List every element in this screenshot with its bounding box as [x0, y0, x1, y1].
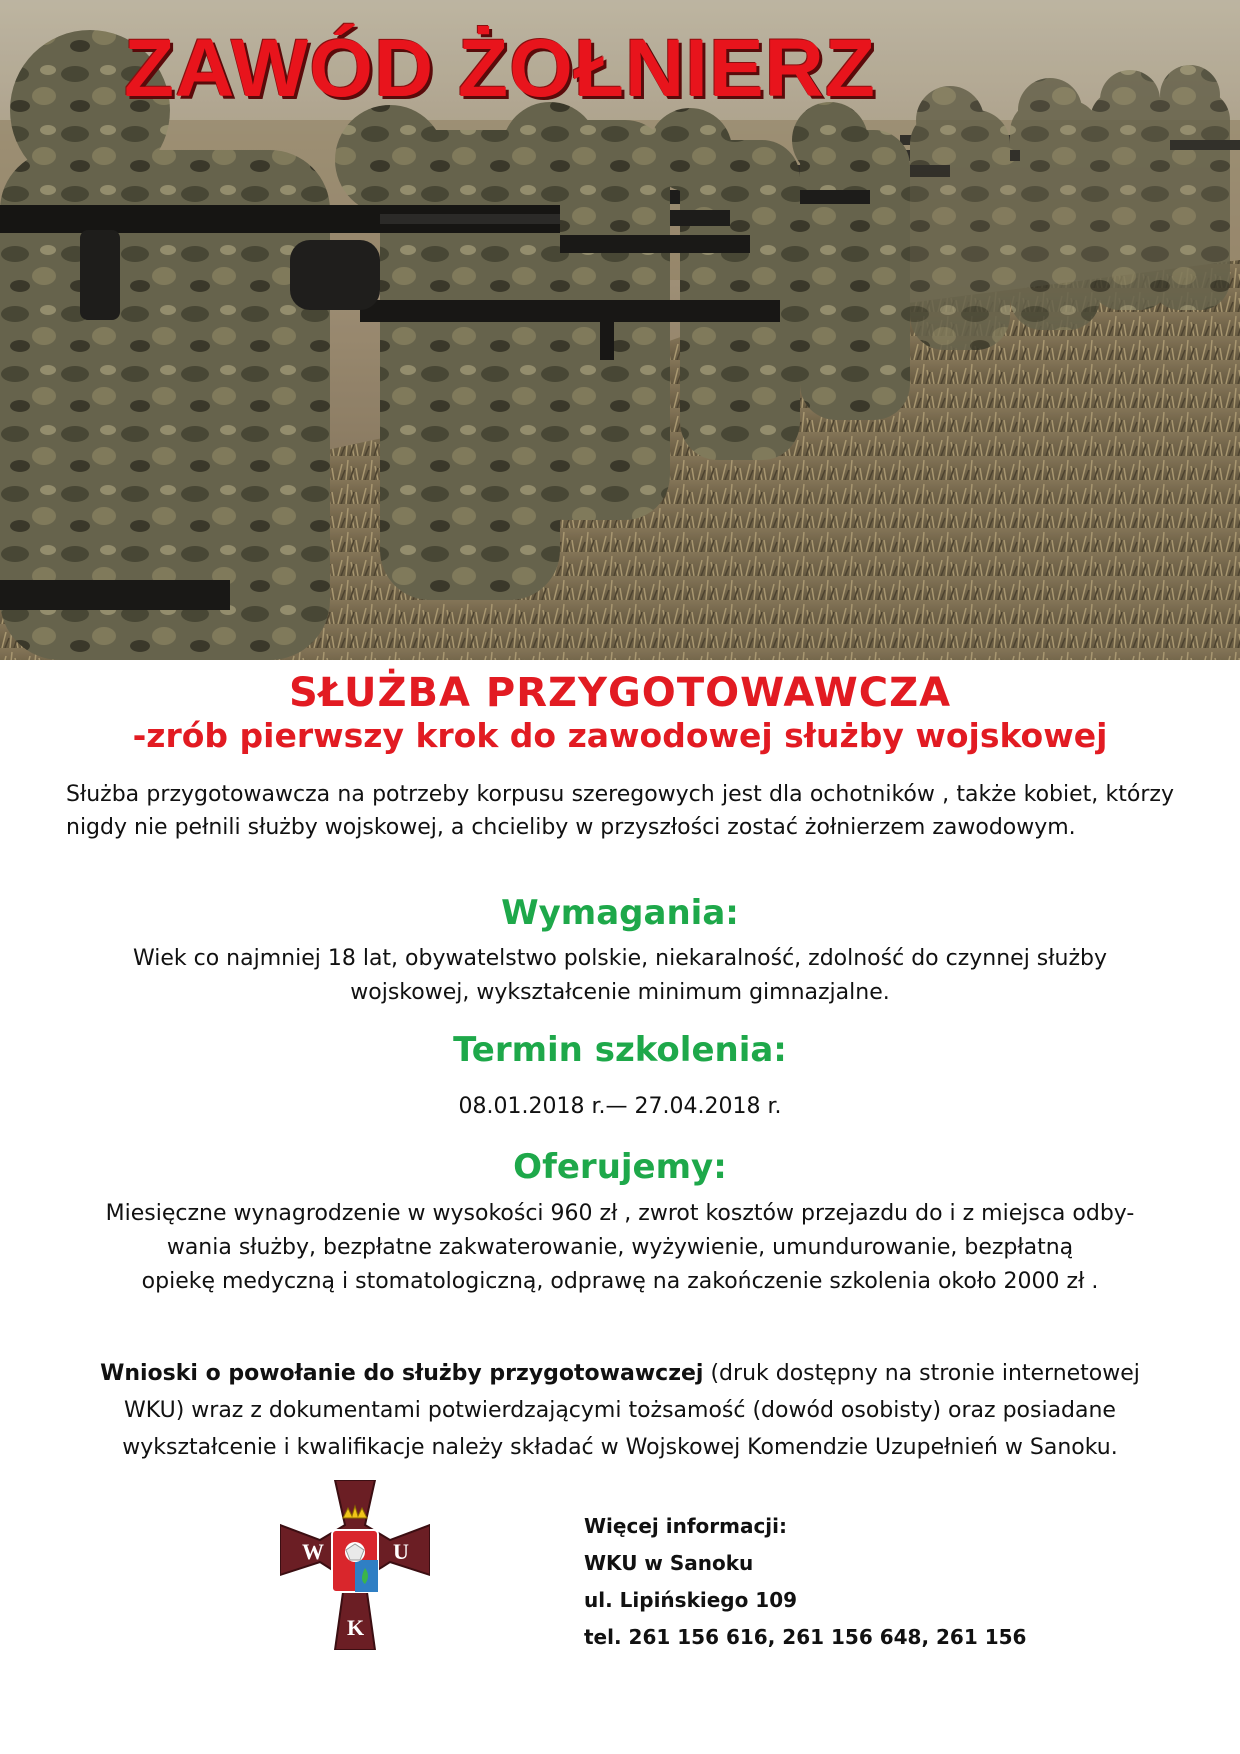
hero-title: ZAWÓD ŻOŁNIERZ	[124, 23, 876, 114]
training-dates: 08.01.2018 r.— 27.04.2018 r.	[458, 1094, 782, 1119]
logo-letter-u: U	[393, 1539, 409, 1564]
requirements-text	[60, 942, 1180, 1010]
training-title: Termin szkolenia:	[453, 1030, 787, 1070]
page-title: SŁUŻBA PRZYGOTOWAWCZA	[288, 670, 952, 716]
application-line: (druk dostępny na stronie internetowej	[703, 1361, 1140, 1386]
offer-line: opiekę medyczną i stomatologiczną, odprawę na zakończenie szkolenia około 2000 zł .	[141, 1269, 1099, 1294]
logo-letter-w: W	[302, 1539, 324, 1564]
requirements-line: Wiek co najmniej 18 lat, obywatelstwo polskie, niekaralność, zdolność do czynnej służby	[132, 946, 1107, 971]
requirements-title: Wymagania:	[501, 893, 739, 933]
contact-address: ul. Lipińskiego 109	[584, 1588, 798, 1612]
offer-line: Miesięczne wynagrodzenie w wysokości 960 zł , zwrot kosztów przejazdu do i z miejsca odby-	[105, 1201, 1135, 1226]
contact-org: WKU w Sanoku	[584, 1551, 754, 1575]
contact-phone: tel. 261 156 616, 261 156 648, 261 156	[584, 1625, 1027, 1649]
offer-line: wania służby, bezpłatne zakwaterowanie, wyżywienie, umundurowanie, bezpłatną	[166, 1235, 1074, 1260]
application-line: wykształcenie i kwalifikacje należy składać w Wojskowej Komendzie Uzupełnień w Sanoku.	[122, 1435, 1118, 1460]
wku-logo	[280, 1480, 430, 1650]
hero-photo	[0, 0, 1240, 660]
offer-text	[60, 1197, 1180, 1299]
offer-title: Oferujemy:	[513, 1147, 727, 1187]
requirements-line: wojskowej, wykształcenie minimum gimnazjalne.	[350, 980, 890, 1005]
logo-letter-k: K	[347, 1615, 365, 1640]
application-info	[60, 1355, 1180, 1466]
shield	[332, 1530, 378, 1592]
application-line: WKU) wraz z dokumentami potwierdzającymi tożsamość (dowód osobisty) oraz posiadane	[124, 1398, 1116, 1423]
page-subtitle: -zrób pierwszy krok do zawodowej służby wojskowej	[132, 716, 1108, 755]
contact-heading: Więcej informacji:	[584, 1514, 788, 1538]
contact-info	[584, 1508, 1026, 1656]
intro-paragraph: Służba przygotowawcza na potrzeby korpusu szeregowych jest dla ochotników , także kobiet, którzy nigdy nie pełnili służby wojskowej, a chcieliby w przyszłości zostać żołnierzem zawodowym.	[66, 782, 1174, 840]
application-bold: Wnioski o powołanie do służby przygotowawczej	[100, 1361, 704, 1386]
